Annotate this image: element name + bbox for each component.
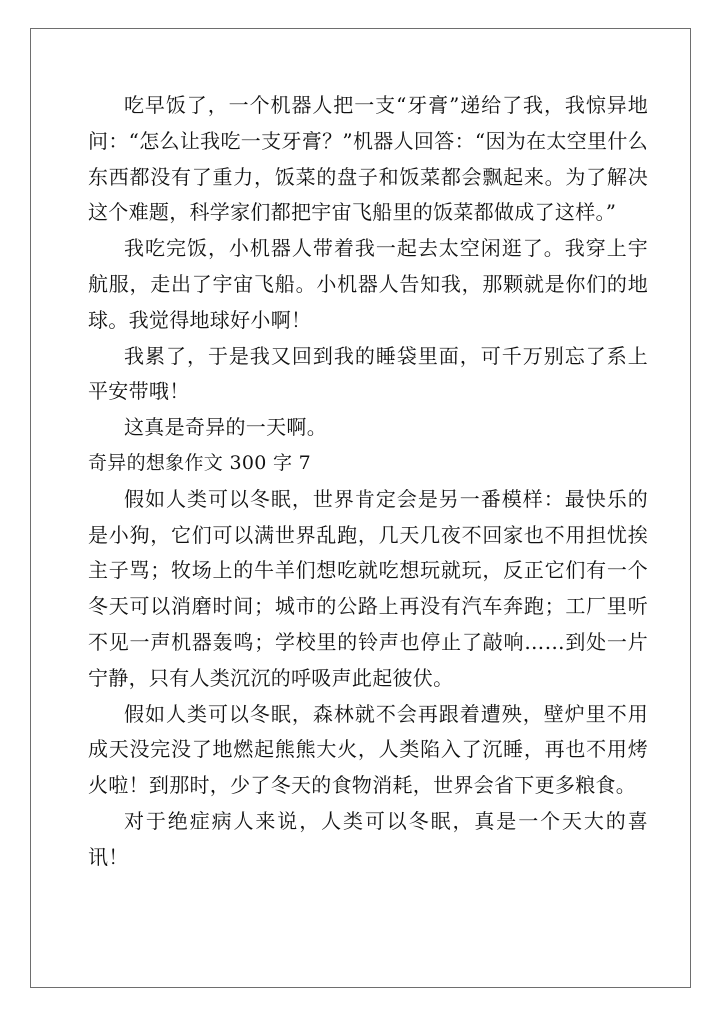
paragraph: 假如人类可以冬眠，世界肯定会是另一番模样：最快乐的是小狗，它们可以满世界乱跑，几天几夜不回家也不用担忧挨主子骂；牧场上的牛羊们想吃就吃想玩就玩，反正它们有一个冬天可以消磨时间；城市的公路上再没有汽车奔跑；工厂里听不见一声机器轰鸣；学校里的铃声也停止了敲响……到处一片宁静，只有人类沉沉的呼吸声此起彼伏。 xyxy=(88,486,648,690)
paragraph: 我累了，于是我又回到我的睡袋里面，可千万别忘了系上平安带哦！ xyxy=(88,343,648,404)
paragraph: 对于绝症病人来说，人类可以冬眠，真是一个天大的喜讯！ xyxy=(88,808,648,869)
paragraph: 吃早饭了，一个机器人把一支“牙膏”递给了我，我惊异地问：“怎么让我吃一支牙膏？”机器人回答：“因为在太空里什么东西都没有了重力，饭菜的盘子和饭菜都会飘起来。为了解决这个难题，科学家们都把宇宙飞船里的饭菜都做成了这样。” xyxy=(88,93,648,225)
section-heading: 奇异的想象作文 300 字 7 xyxy=(88,451,311,474)
paragraph: 我吃完饭，小机器人带着我一起去太空闲逛了。我穿上宇航服，走出了宇宙飞船。小机器人告知我，那颗就是你们的地球。我觉得地球好小啊！ xyxy=(88,236,648,332)
article-body xyxy=(88,88,648,876)
paragraph: 假如人类可以冬眠，森林就不会再跟着遭殃，壁炉里不用成天没完没了地燃起熊熊大火，人类陷入了沉睡，再也不用烤火啦！到那时，少了冬天的食物消耗，世界会省下更多粮食。 xyxy=(88,701,648,798)
paragraph: 这真是奇异的一天啊。 xyxy=(124,415,327,440)
